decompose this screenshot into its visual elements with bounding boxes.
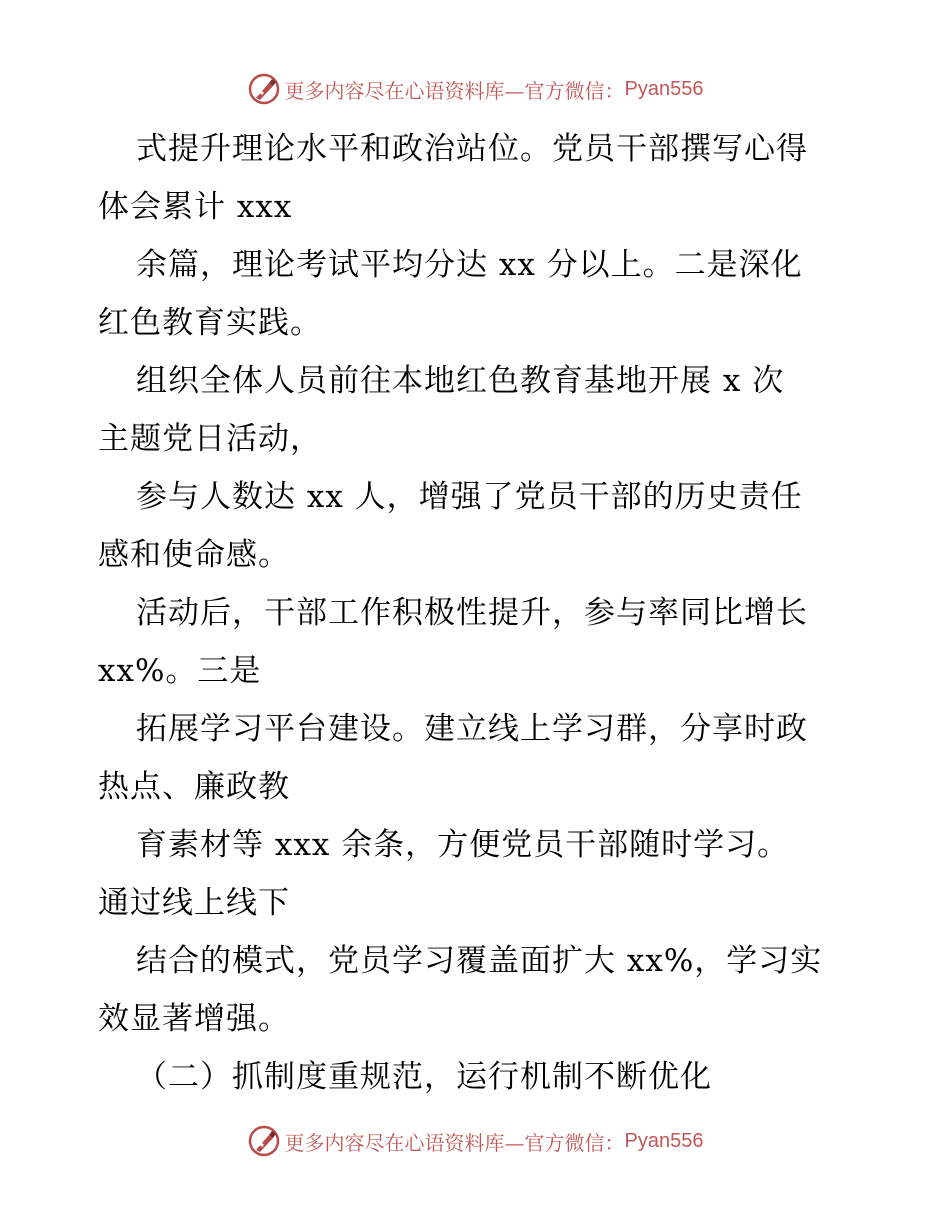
line: 通过线上线下 (98, 885, 290, 921)
paragraph (98, 120, 858, 236)
line: 感和使命感。 (98, 537, 290, 573)
paragraph (98, 584, 858, 700)
line: xx%。三是 (98, 653, 262, 689)
line: 拓展学习平台建设。建立线上学习群，分享时政 (136, 711, 808, 747)
paragraph (98, 236, 858, 352)
watermark-text: 更多内容尽在心语资料库—官方微信： (284, 1130, 625, 1155)
pen-nib-logo-icon (247, 72, 281, 106)
watermark-wechat-id: Pyan556 (624, 77, 704, 100)
paragraph (98, 352, 858, 468)
line: 效显著增强。 (98, 1001, 290, 1037)
line: 式提升理论水平和政治站位。党员干部撰写心得 (136, 131, 808, 167)
line: 体会累计 xxx (98, 189, 293, 225)
line: 参与人数达 xx 人，增强了党员干部的历史责任 (136, 479, 803, 515)
watermark-text: 更多内容尽在心语资料库—官方微信： (284, 78, 625, 103)
line: （二）抓制度重规范，运行机制不断优化 (136, 1059, 712, 1095)
line: 组织全体人员前往本地红色教育基地开展 x 次 (136, 363, 785, 399)
line: 红色教育实践。 (98, 305, 322, 341)
line: 育素材等 xxx 余条，方便党员干部随时学习。 (136, 827, 790, 863)
line: 主题党日活动， (98, 421, 322, 457)
document-body (98, 120, 858, 1106)
footer-watermark (0, 1124, 950, 1158)
watermark-wechat-id: Pyan556 (624, 1129, 704, 1152)
line: 结合的模式，党员学习覆盖面扩大 xx%，学习实 (136, 943, 823, 979)
section-heading (98, 1048, 858, 1106)
line: 热点、廉政教 (98, 769, 290, 805)
line: 余篇，理论考试平均分达 xx 分以上。二是深化 (136, 247, 803, 283)
header-watermark (0, 72, 950, 106)
paragraph (98, 816, 858, 932)
paragraph (98, 468, 858, 584)
pen-nib-logo-icon (247, 1124, 281, 1158)
line: 活动后，干部工作积极性提升，参与率同比增长 (136, 595, 808, 631)
paragraph (98, 932, 858, 1048)
paragraph (98, 700, 858, 816)
